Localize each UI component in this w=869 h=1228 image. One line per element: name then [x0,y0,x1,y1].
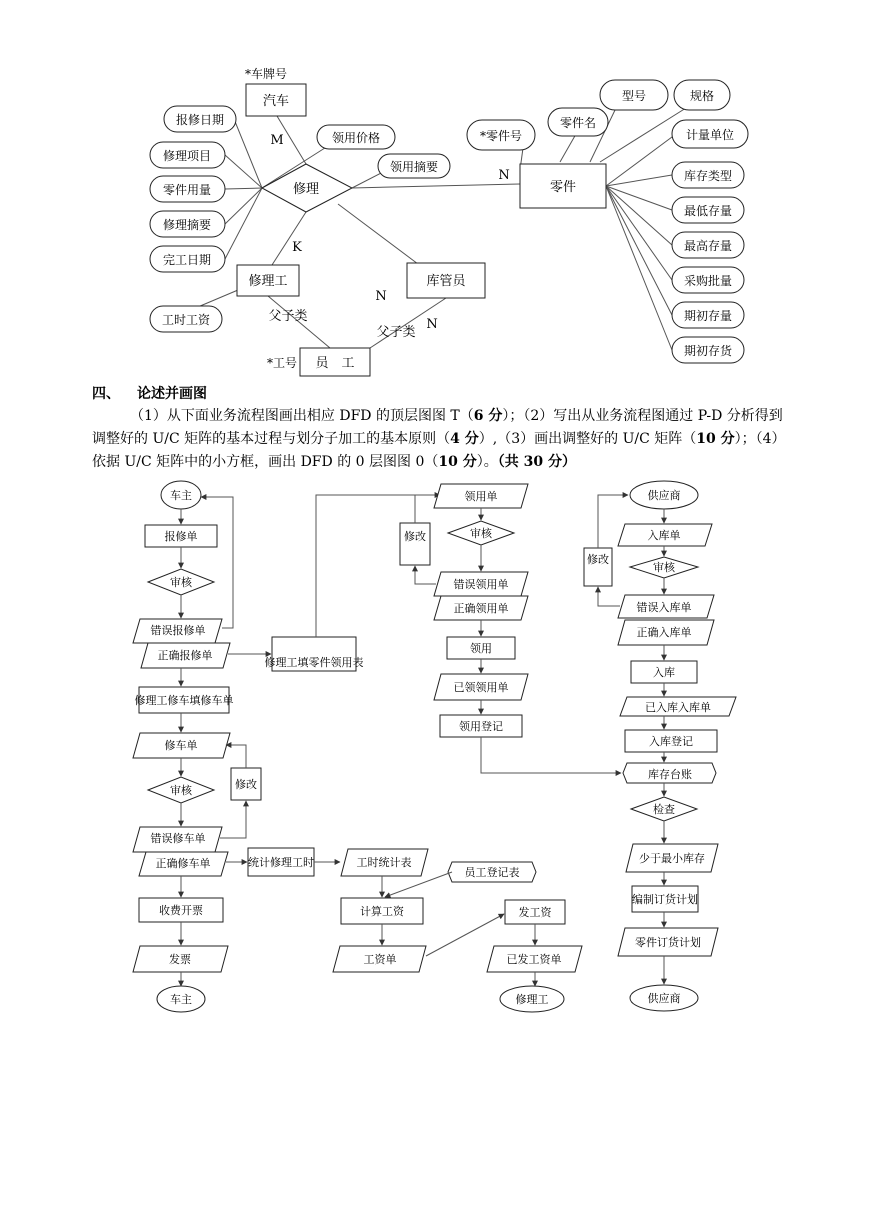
cardinality-k: K [292,240,302,255]
total-score: （共 30 分） [497,454,576,470]
flow-use-label: 领用 [470,642,492,655]
attr-label: 修理摘要 [162,218,212,232]
flow-order-plan-label: 零件订货计划 [635,936,701,949]
flow-staff-book-label: 员工登记表 [464,866,520,879]
score: 6 分 [473,408,503,424]
flow-in-form-label: 入库单 [647,529,681,542]
business-flow-diagram [133,481,736,1012]
flow-done-in-label: 已入库入库单 [645,701,711,714]
parent-child-label-left: 父子类 [268,309,308,324]
attr-label: 型号 [621,89,647,103]
attr-label: 修理项目 [162,149,212,163]
cardinality-m: M [270,133,284,148]
parent-child-label-right: 父子类 [376,325,416,340]
flow-charge-label: 收费开票 [159,904,203,917]
attr-label: 计量单位 [685,128,735,142]
flow-stock-in-label: 入库 [653,666,675,679]
er-diagram [150,66,748,376]
flow-audit-2-label: 审核 [170,784,192,797]
flow-wrong-repair-label: 错误修车单 [150,832,206,845]
entity-mechanic-label: 修理工 [248,274,288,289]
flow-use-register-label: 领用登记 [459,720,503,733]
flow-audit-1-label: 审核 [170,576,192,589]
flow-calc-wage-label: 计算工资 [360,905,404,918]
flow-hours-table-label: 工时统计表 [356,856,412,869]
attr-label: 最高存量 [683,239,733,253]
section-title: 论述并画图 [137,386,207,402]
attr-label: 采购批量 [683,274,733,288]
attr-label: *零件号 [479,129,523,143]
flow-mech-fill-repair-label: 修理工修车填修车单 [134,694,234,707]
flow-owner-start-label: 车主 [170,489,192,502]
section-heading [92,383,207,403]
flow-right-repair-label: 正确修车单 [155,857,211,870]
flow-report-form-label: 报修单 [164,530,198,543]
flow-invoice-label: 发票 [169,953,191,966]
part-attributes [467,80,748,363]
attr-use-summary-label: 领用摘要 [389,160,439,174]
flow-wage-form-label: 工资单 [363,953,397,966]
flow-modify-1-label: 修改 [235,778,257,791]
attr-label: 零件名 [559,116,597,130]
section-number: 四、 [92,386,120,402]
attr-label: 零件用量 [162,183,212,197]
flow-make-plan-label: 编制订货计划 [632,893,698,906]
employee-key-attr: *工号 [266,356,298,370]
flow-use-form-label: 领用单 [464,490,498,503]
cardinality-n-keeper: N [375,289,387,304]
attr-label: 最低存量 [683,204,733,218]
attr-wage-label: 工时工资 [161,313,211,327]
flow-supplier-end-label: 供应商 [647,992,681,1005]
cardinality-n-emp: N [426,317,438,332]
flow-paid-wage-label: 已发工资单 [506,953,562,966]
flow-right-in-label: 正确入库单 [636,626,692,639]
score: 10 分 [696,431,735,447]
entity-employee-label: 员 工 [315,356,355,371]
flow-mech-fill-parts-label: 修理工填零件领用表 [264,656,364,669]
flow-right-report-label: 正确报修单 [157,649,213,662]
attr-label: 库存类型 [683,169,733,183]
flow-ledger-label: 库存台账 [648,768,692,781]
relationship-repair-label: 修理 [292,182,320,197]
flow-check-label: 检查 [653,803,675,816]
para-part: ）；（4）依据 U/C 矩阵中的小方框，画出 DFD 的 0 层图图 0（ [92,431,786,470]
cardinality-n-part: N [498,168,510,183]
entity-part-label: 零件 [549,180,577,195]
flow-wrong-in-label: 错误入库单 [636,601,692,614]
attr-use-price-label: 领用价格 [331,131,381,145]
flow-wrong-use-label: 错误领用单 [453,578,509,591]
section-paragraph [92,405,792,474]
flow-modify-3-label: 修改 [587,553,609,566]
flow-used-form-label: 已领领用单 [453,681,509,694]
flow-mechanic-end-label: 修理工 [515,993,549,1006]
para-part: （1）从下面业务流程图画出相应 DFD 的顶层图图 T（ [130,408,474,424]
score: 10 分 [438,454,477,470]
para-part: ）。 [476,454,498,470]
flow-supplier-start-label: 供应商 [647,489,681,502]
flow-audit-3-label: 审核 [470,527,492,540]
attr-label: 完工日期 [162,253,212,267]
attr-label: 规格 [689,89,715,103]
flow-pay-wage-label: 发工资 [518,906,552,919]
car-key-attr: *车牌号 [244,67,288,81]
attr-label: 期初存货 [683,344,733,358]
flow-modify-2-label: 修改 [404,530,426,543]
para-part: ）；（2）写出从业务流程图通过 P-D 分析得到调整好的 U/C 矩阵的基本过程与划分子加工的基本原则（ [92,408,783,447]
flow-audit-4-label: 审核 [653,561,675,574]
repair-attributes [150,106,236,272]
entity-keeper-label: 库管员 [426,274,466,289]
flow-owner-end-label: 车主 [170,993,192,1006]
attr-label: 期初存量 [683,309,733,323]
para-part: ）,（3）画出调整好的 U/C 矩阵（ [478,431,697,447]
flow-stat-hours-label: 统计修理工时 [248,856,314,869]
flow-right-use-label: 正确领用单 [453,602,509,615]
attr-label: 报修日期 [175,113,225,127]
entity-car-label: 汽车 [262,94,290,109]
score: 4 分 [450,431,479,447]
flow-in-register-label: 入库登记 [649,735,693,748]
flow-below-min-label: 少于最小库存 [639,852,705,865]
flow-wrong-report-label: 错误报修单 [150,624,206,637]
flow-repair-form-label: 修车单 [164,739,198,752]
